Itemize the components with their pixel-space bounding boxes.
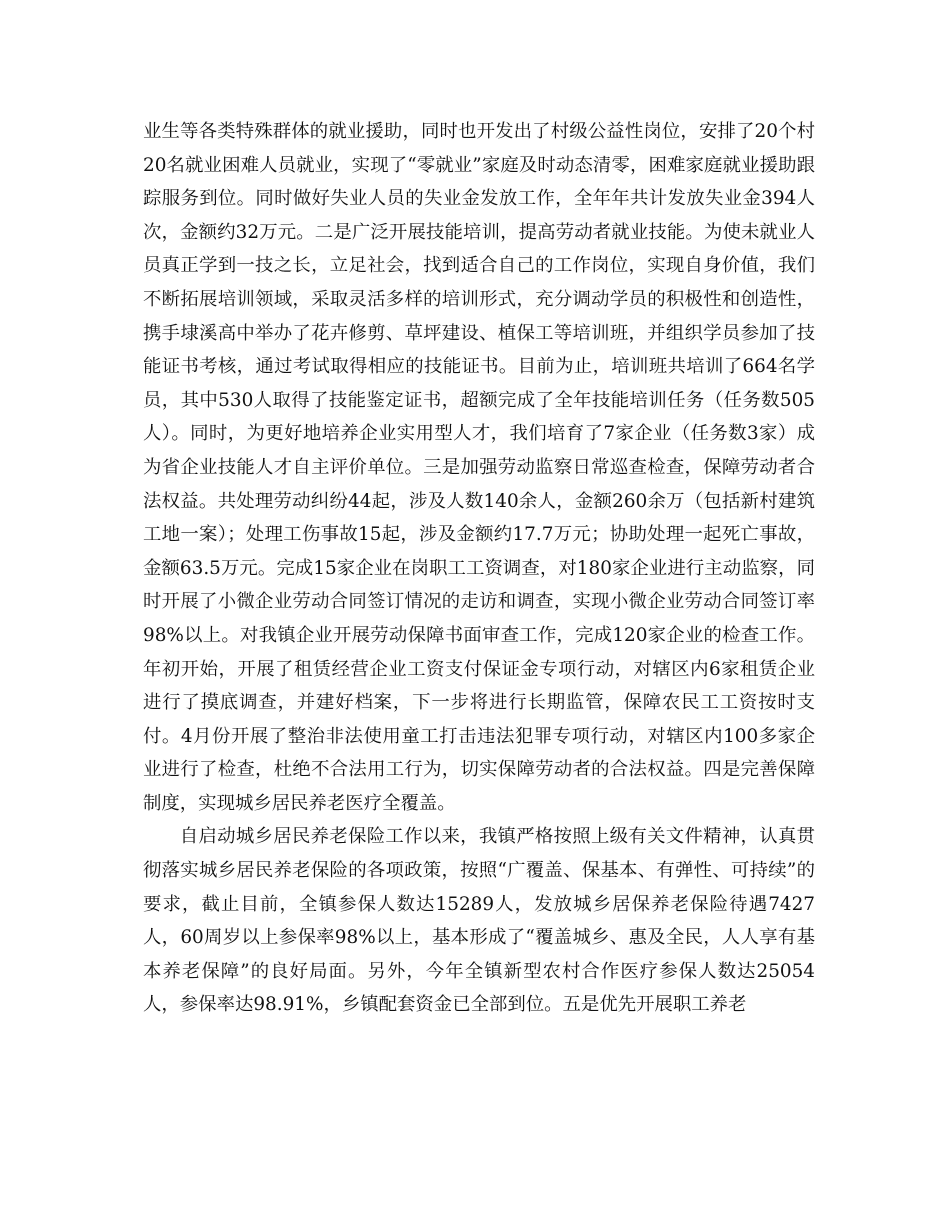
paragraph-employment-training-inspection: 业生等各类特殊群体的就业援助，同时也开发出了村级公益性岗位，安排了20个村20名就业困难人员就业，实现了“零就业”家庭及时动态清零，困难家庭就业援助跟踪服务到位。同时做好失业人员的失业金发放工作，全年年共计发放失业金394人次，金额约32万元。二是广泛开展技能培训，提高劳动者就业技能。为使未就业人员真正学到一技之长，立足社会，找到适合自己的工作岗位，实现自身价值，我们不断拓展培训领域，采取灵活多样的培训形式，充分调动学员的积极性和创造性，携手埭溪高中举办了花卉修剪、草坪建设、植保工等培训班，并组织学员参加了技能证书考核，通过考试取得相应的技能证书。目前为止，培训班共培训了664名学员，其中530人取得了技能鉴定证书，超额完成了全年技能培训任务（任务数505人）。同时，为更好地培养企业实用型人才，我们培育了7家企业（任务数3家）成为省企业技能人才自主评价单位。三是加强劳动监察日常巡查检查，保障劳动者合法权益。共处理劳动纠纷44起，涉及人数140余人，金额260余万（包括新村建筑工地一案）；处理工伤事故15起，涉及金额约17.7万元；协助处理一起死亡事故，金额63.5万元。完成15家企业在岗职工工资调查，对180家企业进行主动监察，同时开展了小微企业劳动合同签订情况的走访和调查，实现小微企业劳动合同签订率98%以上。对我镇企业开展劳动保障书面审查工作，完成120家企业的检查工作。年初开始，开展了租赁经营企业工资支付保证金专项行动，对辖区内6家租赁企业进行了摸底调查，并建好档案，下一步将进行长期监管，保障农民工工资按时支付。4月份开展了整治非法使用童工打击违法犯罪专项行动，对辖区内100多家企业进行了检查，杜绝不合法用工行为，切实保障劳动者的合法权益。四是完善保障制度，实现城乡居民养老医疗全覆盖。 <box>143 121 815 814</box>
paragraph-pension-insurance: 自启动城乡居民养老保险工作以来，我镇严格按照上级有关文件精神，认真贯彻落实城乡居民养老保险的各项政策，按照“广覆盖、保基本、有弹性、可持续”的要求，截止目前，全镇参保人数达15289人，发放城乡居保养老保险待遇7427人，60周岁以上参保率98%以上，基本形成了“覆盖城乡、惠及全民，人人享有基本养老保障”的良好局面。另外，今年全镇新型农村合作医疗参保人数达25054人，参保率达98.91%，乡镇配套资金已全部到位。五是优先开展职工养老 <box>143 826 815 1016</box>
document-body <box>143 115 815 1022</box>
